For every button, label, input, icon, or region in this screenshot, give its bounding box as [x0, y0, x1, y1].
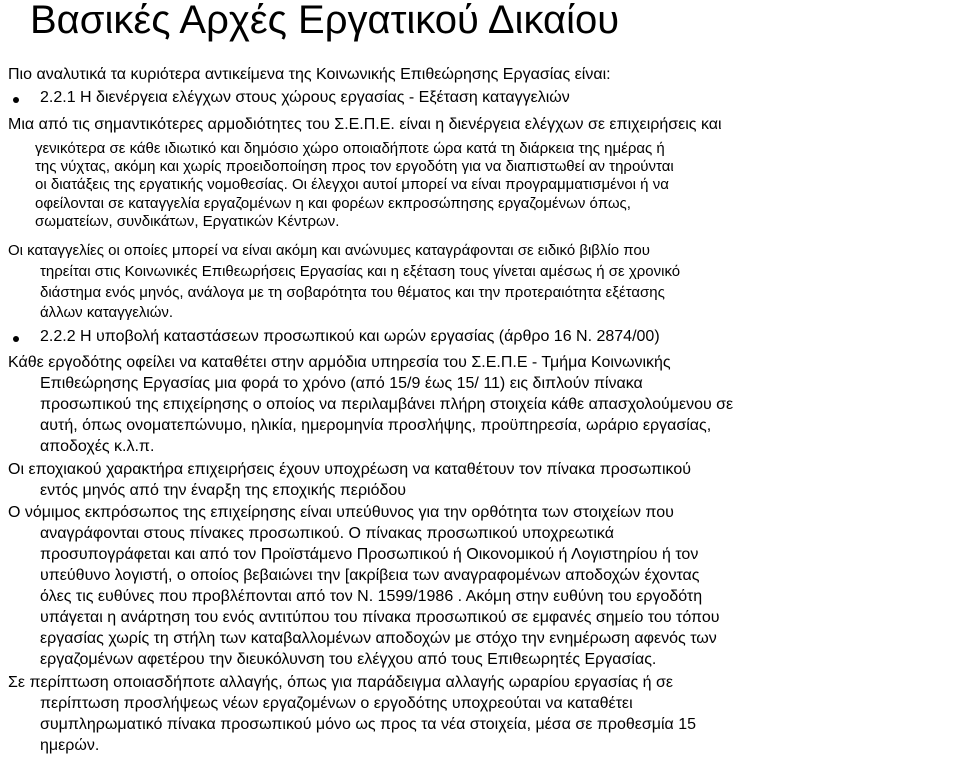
section2-line: ημερών.	[40, 737, 100, 754]
section1-line: Οι καταγγελίες οι οποίες μπορεί να είναι ακόμη και ανώνυμες καταγράφονται σε ειδικό βιβλίο που	[8, 242, 650, 259]
section2-line: προσυπογράφεται και από τον Προϊστάμενο Προσωπικού ή Οικονομικού ή Λογιστηρίου ή τον	[40, 546, 699, 563]
section2-line: υπάγεται η ανάρτηση του ενός αντιτύπου του πίνακα προσωπικού σε εμφανές σημείο του τόπου	[40, 609, 720, 626]
section2-line: Σε περίπτωση οποιασδήποτε αλλαγής, όπως για παράδειγμα αλλαγής ωραρίου εργασίας ή σε	[8, 674, 674, 691]
section1-line: διάστημα ενός μηνός, ανάλογα με τη σοβαρότητα του θέματος και την προτεραιότητα εξέτασης	[40, 284, 665, 301]
section2-line: περίπτωση προσλήψεως νέων εργαζομένων ο εργοδότης υποχρεούται να καταθέτει	[40, 695, 633, 712]
section2-line: Κάθε εργοδότης οφείλει να καταθέτει στην αρμόδια υπηρεσία του Σ.Ε.Π.Ε - Τμήμα Κοινωνικής	[8, 354, 671, 371]
section2-line: Ο νόμιμος εκπρόσωπος της επιχείρησης είναι υπεύθυνος για την ορθότητα των στοιχείων που	[8, 504, 674, 521]
section2-line: αποδοχές κ.λ.π.	[40, 438, 155, 455]
section2-line: εντός μηνός από την έναρξη της εποχικής περιόδου	[40, 482, 407, 499]
section2-line: υπεύθυνο λογιστή, ο οποίος βεβαιώνει την [ακρίβεια των αναγραφομένων αποδοχών έχοντας	[40, 567, 700, 584]
section1-line: γενικότερα σε κάθε ιδιωτικό και δημόσιο χώρο οποιαδήποτε ώρα κατά τη διάρκεια της ημέρας ή	[35, 140, 665, 157]
intro-text: Πιο αναλυτικά τα κυριότερα αντικείμενα της Κοινωνικής Επιθεώρησης Εργασίας είναι:	[8, 66, 611, 83]
section2-line: αναγράφονται στους πίνακες προσωπικού. Ο πίνακας προσωπικού υποχρεωτικά	[40, 525, 614, 542]
section2-line: όλες τις ευθύνες που προβλέπονται από τον Ν. 1599/1986 . Ακόμη στην ευθύνη του εργοδότη	[40, 588, 703, 605]
section1-line: Μια από τις σημαντικότερες αρμοδιότητες του Σ.Ε.Π.Ε. είναι η διενέργεια ελέγχων σε επιχειρήσεις και	[8, 116, 722, 133]
section1-heading: 2.2.1 Η διενέργεια ελέγχων στους χώρους εργασίας - Εξέταση καταγγελιών	[40, 89, 570, 106]
section1-line: οι διατάξεις της εργατικής νομοθεσίας. Οι έλεγχοι αυτοί μπορεί να είναι προγραμματισμένοι ή να	[35, 176, 669, 193]
bullet-icon	[13, 336, 19, 342]
section1-line: της νύχτας, ακόμη και χωρίς προειδοποίηση προς τον εργοδότη για να διαπιστωθεί αν τηρούνται	[35, 158, 674, 175]
section2-line: εργαζομένων αφετέρου την διευκόλυνση του ελέγχου από τους Επιθεωρητές Εργασίας.	[40, 651, 657, 668]
section2-line: αυτή, όπως ονοματεπώνυμο, ηλικία, ημερομηνία προσλήψης, προϋπηρεσία, ωράριο εργασίας,	[40, 417, 712, 434]
page-title: Βασικές Αρχές Εργατικού Δικαίου	[30, 0, 620, 42]
section2-line: Οι εποχιακού χαρακτήρα επιχειρήσεις έχουν υποχρέωση να καταθέτουν τον πίνακα προσωπικού	[8, 461, 691, 478]
section1-line: σωματείων, συνδικάτων, Εργατικών Κέντρων.	[35, 213, 340, 230]
section2-line: συμπληρωματικό πίνακα προσωπικού μόνο ως προς τα νέα στοιχεία, μέσα σε προθεσμία 15	[40, 716, 697, 733]
section1-line: τηρείται στις Κοινωνικές Επιθεωρήσεις Εργασίας και η εξέταση τους γίνεται αμέσως ή σε χρονικό	[40, 263, 681, 280]
section1-line: άλλων καταγγελιών.	[40, 304, 174, 321]
bullet-icon	[13, 97, 19, 103]
section2-line: εργασίας χωρίς τη στήλη των καταβαλλομένων αποδοχών με στόχο την ενημέρωση αφενός των	[40, 630, 717, 647]
section1-line: οφείλονται σε καταγγελία εργαζομένων η και φορέων εκπροσώπησης εργαζομένων όπως,	[35, 195, 631, 212]
section2-line: προσωπικού της επιχείρησης ο οποίος να περιλαμβάνει πλήρη στοιχεία κάθε απασχολούμενου σε	[40, 396, 734, 413]
section2-heading: 2.2.2 Η υποβολή καταστάσεων προσωπικού και ωρών εργασίας (άρθρο 16 Ν. 2874/00)	[40, 328, 660, 345]
section2-line: Επιθεώρησης Εργασίας μια φορά το χρόνο (από 15/9 έως 15/ 11) εις διπλούν πίνακα	[40, 375, 643, 392]
